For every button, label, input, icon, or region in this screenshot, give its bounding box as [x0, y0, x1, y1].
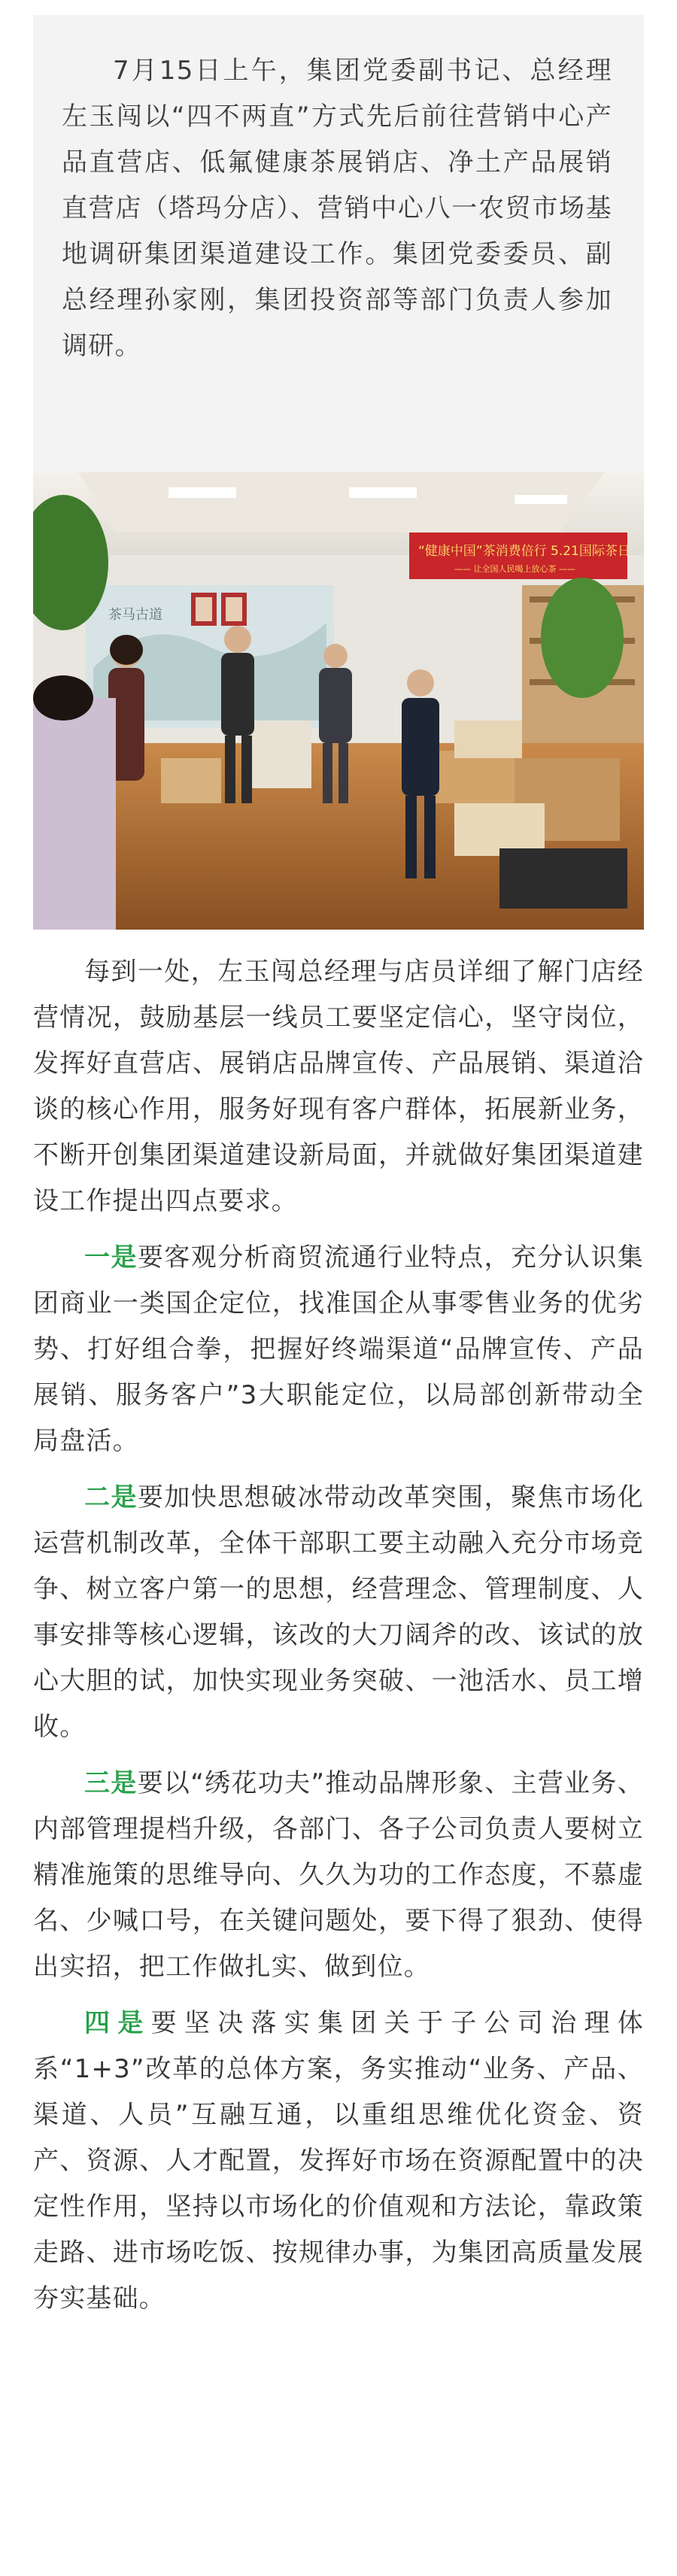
- requirement-lead-1: 一是: [84, 1242, 138, 1273]
- requirement-paragraph-1: [33, 1235, 644, 1464]
- requirement-paragraph-2: [33, 1475, 644, 1750]
- wall-map-title: 茶马古道: [108, 607, 162, 622]
- intro-summary-box: [33, 15, 644, 484]
- article-body: [33, 949, 644, 2332]
- requirement-paragraph-4: [33, 2001, 644, 2322]
- requirement-lead-2: 二是: [84, 1482, 138, 1513]
- requirement-text-4: 要坚决落实集团关于子公司治理体系“1+3”改革的总体方案，务实推动“业务、产品、渠道、人员”互融互通，以重组思维优化资金、资产、资源、人才配置，发挥好市场在资源配置中的决定性作用，坚持以市场化的价值观和方法论，靠政策走路、进市场吃饭、按规律办事，为集团高质量发展夯实基础。: [33, 2008, 645, 2314]
- requirement-text-2: 要加快思想破冰带动改革突围，聚焦市场化运营机制改革，全体干部职工要主动融入充分市场竞争、树立客户第一的思想，经营理念、管理制度、人事安排等核心逻辑，该改的大刀阔斧的改、该试的放心大胆的试，加快实现业务突破、一池活水、员工增收。: [33, 1482, 644, 1742]
- store-visit-photo: [33, 472, 644, 930]
- requirement-lead-4: 四是: [84, 2008, 151, 2038]
- requirement-lead-3: 三是: [84, 1768, 138, 1798]
- store-visit-photo-illustration: [33, 472, 644, 930]
- intro-paragraph: 7月15日上午，集团党委副书记、总经理左玉闯以“四不两直”方式先后前往营销中心产品直营店、低氟健康茶展销店、净土产品展销直营店（塔玛分店）、营销中心八一农贸市场基地调研集团渠道建设工作。集团党委委员、副总经理孙家刚，集团投资部等部门负责人参加调研。: [62, 56, 612, 361]
- requirement-paragraph-3: [33, 1761, 644, 1990]
- requirement-text-3: 要以“绣花功夫”推动品牌形象、主营业务、内部管理提档升级，各部门、各子公司负责人要树立精准施策的思维导向、久久为功的工作态度，不慕虚名、少喊口号，在关键问题处，要下得了狠劲、使得出实招，把工作做扎实、做到位。: [33, 1768, 644, 1982]
- banner-text: “健康中国”茶消费倍行 5.21国际茶日: [418, 544, 630, 559]
- body-paragraph-intro: 每到一处，左玉闯总经理与店员详细了解门店经营情况，鼓励基层一线员工要坚定信心，坚守岗位，发挥好直营店、展销店品牌宣传、产品展销、渠道洽谈的核心作用，服务好现有客户群体，拓展新业务，不断开创集团渠道建设新局面，并就做好集团渠道建设工作提出四点要求。: [33, 957, 644, 1216]
- banner-subtext: —— 让全国人民喝上放心茶 ——: [454, 564, 575, 574]
- requirement-text-1: 要客观分析商贸流通行业特点，充分认识集团商业一类国企定位，找准国企从事零售业务的优劣势、打好组合拳，把握好终端渠道“品牌宣传、产品展销、服务客户”3大职能定位，以局部创新带动全局盘活。: [33, 1242, 644, 1456]
